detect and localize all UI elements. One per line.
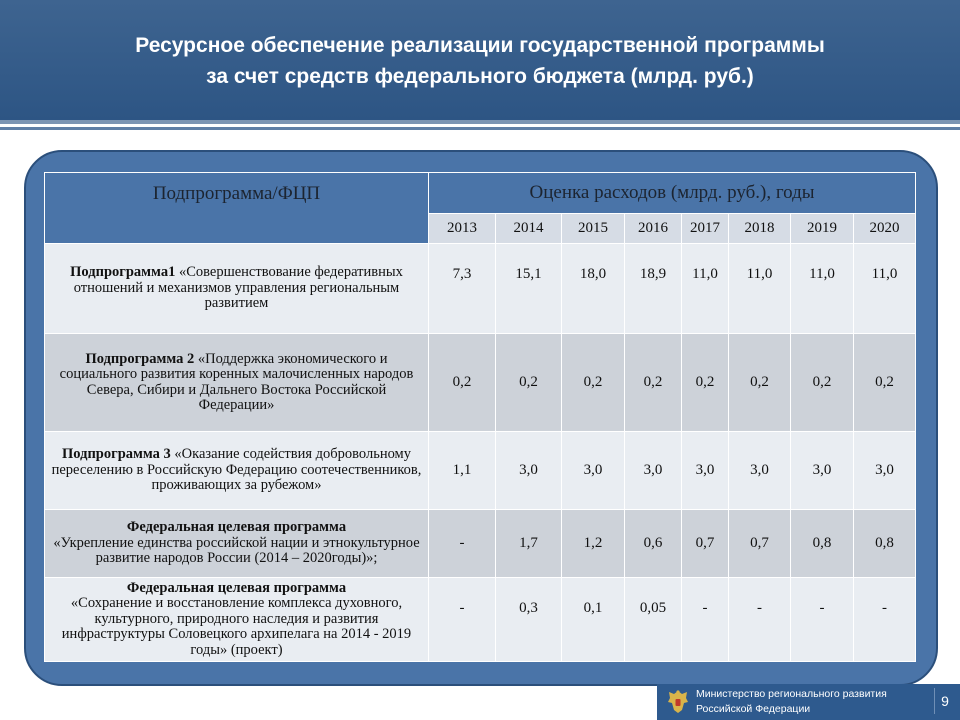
year-header: 2020 xyxy=(854,214,916,244)
value-cell: - xyxy=(429,578,496,662)
value-cell: 0,7 xyxy=(729,510,791,578)
year-header: 2016 xyxy=(625,214,682,244)
value-cell: 0,1 xyxy=(562,578,625,662)
program-description: «Укрепление единства российской нации и этнокультурное развитие народов России (2014 – 2020годы)»; xyxy=(53,534,420,567)
value-cell: 11,0 xyxy=(854,244,916,334)
russian-coat-of-arms-icon xyxy=(666,688,690,716)
value-cell: 3,0 xyxy=(625,432,682,510)
value-cell: 0,2 xyxy=(429,334,496,432)
value-cell: 11,0 xyxy=(682,244,729,334)
program-description: «Поддержка экономического и социального развития коренных малочисленных народов Севера, Сибири и Дальнего Востока Российской Федерации» xyxy=(59,350,414,413)
budget-table xyxy=(44,172,916,662)
value-cell: 3,0 xyxy=(854,432,916,510)
value-cell: 11,0 xyxy=(729,244,791,334)
value-cell: 0,8 xyxy=(791,510,854,578)
program-name: Подпрограмма 2 xyxy=(85,350,195,367)
value-cell: 0,2 xyxy=(791,334,854,432)
value-cell: 0,2 xyxy=(496,334,562,432)
page-number: 9 xyxy=(934,688,955,714)
title-line-1: Ресурсное обеспечение реализации государственной программы xyxy=(135,34,825,57)
value-cell: 3,0 xyxy=(562,432,625,510)
value-cell: 0,2 xyxy=(682,334,729,432)
program-name: Подпрограмма 3 xyxy=(62,446,171,463)
program-cell xyxy=(45,244,429,334)
value-cell: 11,0 xyxy=(791,244,854,334)
program-name: Подпрограмма1 xyxy=(70,264,176,281)
value-cell: 0,2 xyxy=(729,334,791,432)
value-cell: 18,0 xyxy=(562,244,625,334)
value-cell: 3,0 xyxy=(729,432,791,510)
table-row xyxy=(45,334,916,432)
title-line-2: за счет средств федерального бюджета (млрд. руб.) xyxy=(206,65,754,88)
value-cell: 3,0 xyxy=(791,432,854,510)
value-cell: 0,2 xyxy=(562,334,625,432)
program-description: «Сохранение и восстановление комплекса духовного, культурного, природного наследия и развития инфраструктуры Соловецкого архипелага на 2014 - 2019 годы» (проект) xyxy=(61,595,412,658)
year-header: 2014 xyxy=(496,214,562,244)
program-cell xyxy=(45,578,429,662)
value-cell: - xyxy=(729,578,791,662)
value-cell: 0,2 xyxy=(625,334,682,432)
year-header: 2013 xyxy=(429,214,496,244)
header-divider xyxy=(0,120,960,124)
value-cell: 15,1 xyxy=(496,244,562,334)
value-cell: - xyxy=(854,578,916,662)
year-header: 2018 xyxy=(729,214,791,244)
program-name: Федеральная целевая программа xyxy=(126,519,347,536)
value-cell: 0,05 xyxy=(625,578,682,662)
value-cell: 3,0 xyxy=(682,432,729,510)
program-description: «Оказание содействия добровольному переселению в Российскую Федерацию соотечественников, проживающих за рубежом» xyxy=(51,446,422,494)
program-description: «Совершенствование федеративных отношений и механизмов управления региональным развитием xyxy=(73,264,403,312)
value-cell: 0,3 xyxy=(496,578,562,662)
value-cell: 0,8 xyxy=(854,510,916,578)
value-cell: 0,6 xyxy=(625,510,682,578)
value-cell: 1,2 xyxy=(562,510,625,578)
value-cell: 0,2 xyxy=(854,334,916,432)
table-row xyxy=(45,510,916,578)
table-row xyxy=(45,244,916,334)
year-header: 2015 xyxy=(562,214,625,244)
value-cell: - xyxy=(429,510,496,578)
program-cell xyxy=(45,510,429,578)
table-row xyxy=(45,578,916,662)
table-row xyxy=(45,432,916,510)
value-cell: - xyxy=(682,578,729,662)
ministry-name xyxy=(696,687,887,717)
ministry-line-1: Министерство регионального развития xyxy=(696,688,887,700)
header-estimate-column: Оценка расходов (млрд. руб.), годы xyxy=(429,173,916,214)
ministry-line-2: Российской Федерации xyxy=(696,703,811,715)
year-header: 2019 xyxy=(791,214,854,244)
value-cell: 1,7 xyxy=(496,510,562,578)
header-divider-2 xyxy=(0,127,960,130)
program-name: Федеральная целевая программа xyxy=(126,579,347,596)
value-cell: 1,1 xyxy=(429,432,496,510)
value-cell: 0,7 xyxy=(682,510,729,578)
program-cell xyxy=(45,432,429,510)
value-cell: 3,0 xyxy=(496,432,562,510)
slide-title xyxy=(0,30,960,92)
year-header: 2017 xyxy=(682,214,729,244)
header-program-column: Подпрограмма/ФЦП xyxy=(45,173,429,244)
value-cell: 7,3 xyxy=(429,244,496,334)
value-cell: - xyxy=(791,578,854,662)
program-cell xyxy=(45,334,429,432)
value-cell: 18,9 xyxy=(625,244,682,334)
